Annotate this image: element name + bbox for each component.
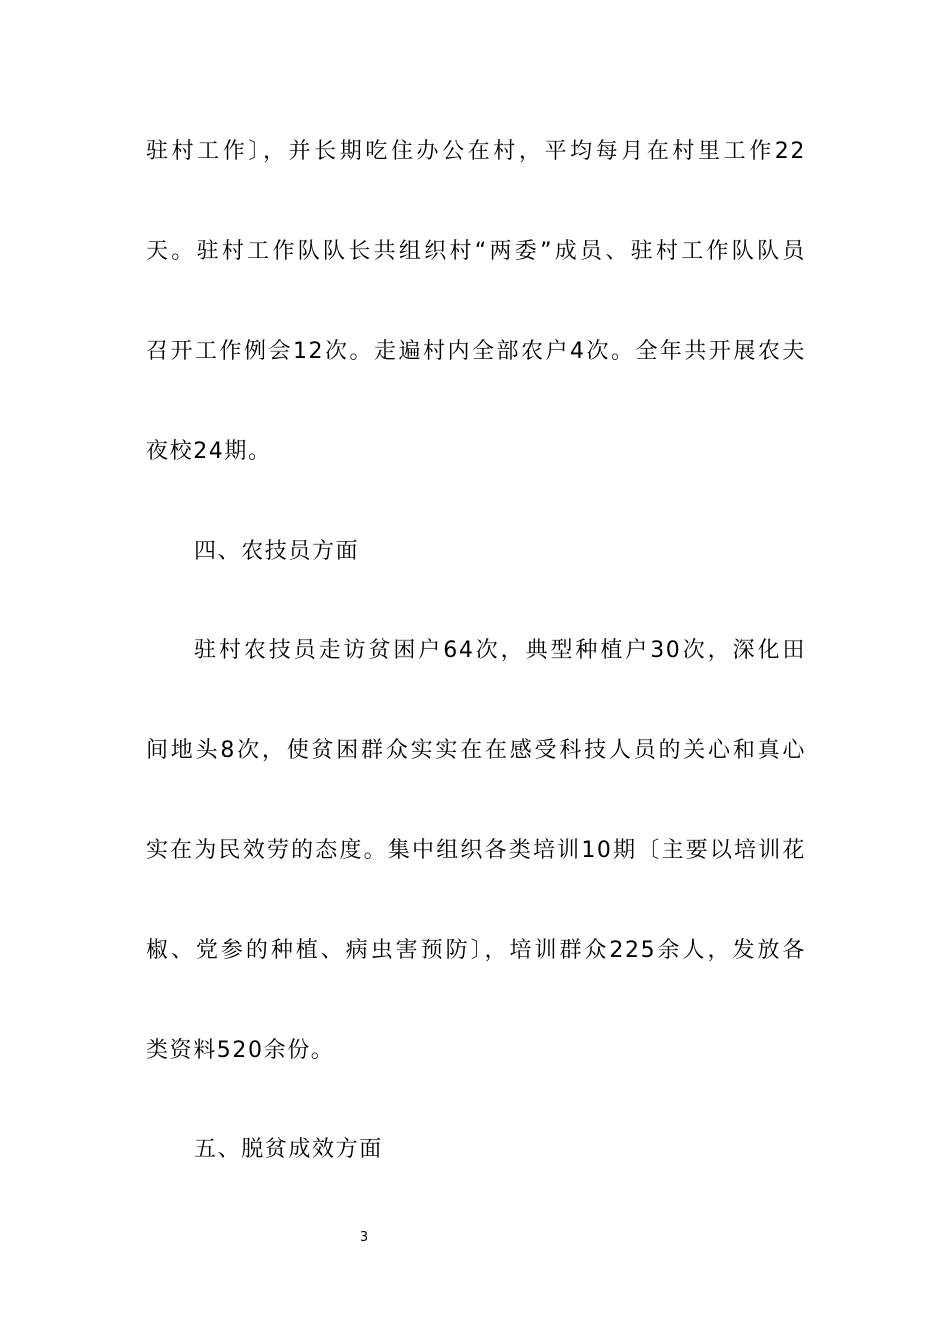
paragraph-line: 实在为民效劳的态度。集中组织各类培训10期〔主要以培训花 — [146, 838, 806, 863]
paragraph-line: 椒、党参的种植、病虫害预防〕，培训群众225余人，发放各 — [146, 938, 806, 963]
section-heading: 五、脱贫成效方面 — [194, 1137, 383, 1162]
paragraph-line: 召开工作例会12次。走遍村内全部农户4次。全年共开展农夫 — [146, 339, 806, 364]
paragraph-line: 驻村工作〕，并长期吃住办公在村，平均每月在村里工作22 — [146, 139, 806, 164]
section-heading: 四、农技员方面 — [194, 539, 360, 564]
paragraph-line: 类资料520余份。 — [146, 1038, 335, 1063]
paragraph-line: 间地头8次，使贫困群众实实在在感受科技人员的关心和真心 — [146, 738, 806, 763]
paragraph-line: 天。驻村工作队队长共组织村“两委”成员、驻村工作队队员 — [146, 239, 806, 264]
page-number: 3 — [359, 1230, 369, 1245]
paragraph-line: 夜校24期。 — [146, 439, 272, 464]
paragraph-line: 驻村农技员走访贫困户64次，典型种植户30次，深化田 — [194, 638, 806, 663]
